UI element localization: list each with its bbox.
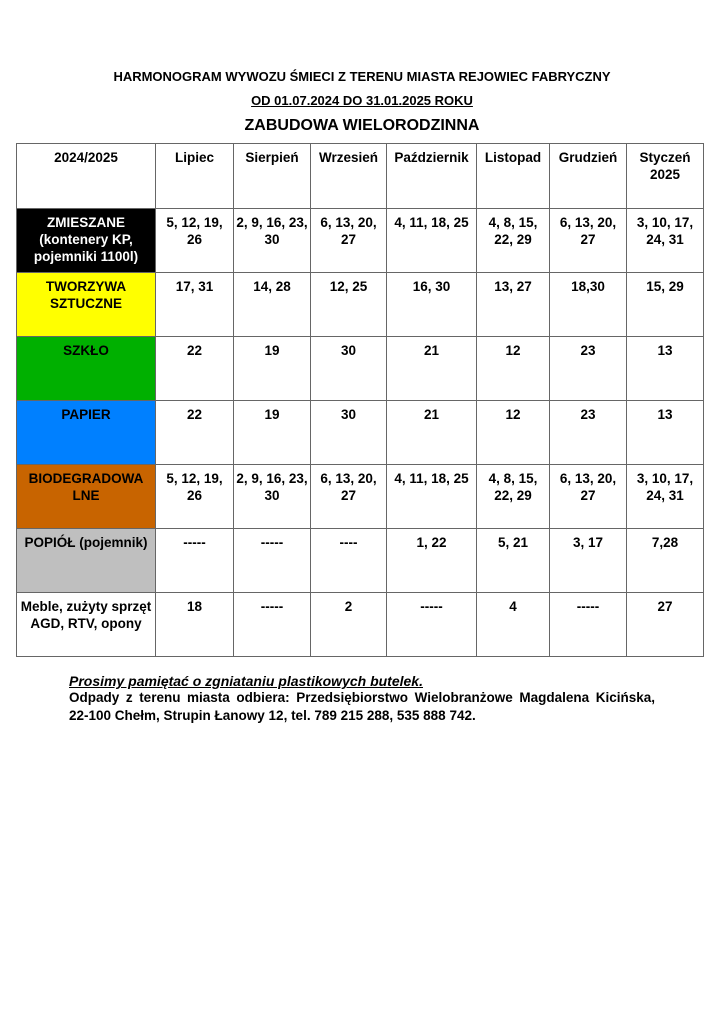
building-type-subtitle: ZABUDOWA WIELORODZINNA (244, 117, 480, 134)
category-ash: POPIÓŁ (pojemnik) (17, 529, 156, 593)
table-row (17, 273, 704, 337)
collection-dates: 21 (387, 337, 477, 401)
collection-dates: 6, 13, 20, 27 (311, 465, 387, 529)
table-row (17, 593, 704, 657)
collection-dates: 12 (477, 337, 550, 401)
collection-dates: 6, 13, 20, 27 (311, 209, 387, 273)
collection-dates: ----- (387, 593, 477, 657)
table-row (17, 209, 704, 273)
column-header-month: Grudzień (550, 144, 627, 209)
collection-dates: 3, 10, 17, 24, 31 (627, 465, 704, 529)
collection-dates: 21 (387, 401, 477, 465)
category-mixed-waste: ZMIESZANE (kontenery KP, pojemniki 1100l) (17, 209, 156, 273)
table-row (17, 465, 704, 529)
waste-collector-info: Odpady z terenu miasta odbiera: Przedsiębiorstwo Wielobranżowe Magdalena Kicińska, 22-100 Chełm, Strupin Łanowy 12, tel. 789 215 288, 535 888 742. (69, 690, 655, 723)
collection-dates: 5, 12, 19, 26 (156, 209, 234, 273)
column-header-year: 2024/2025 (17, 144, 156, 209)
collection-dates: 4, 8, 15, 22, 29 (477, 209, 550, 273)
collection-dates: 5, 21 (477, 529, 550, 593)
collection-dates: 13 (627, 401, 704, 465)
collection-dates: 1, 22 (387, 529, 477, 593)
collection-dates: 2, 9, 16, 23, 30 (234, 209, 311, 273)
collection-dates: ----- (234, 593, 311, 657)
collection-dates: 18,30 (550, 273, 627, 337)
collection-dates: 4, 11, 18, 25 (387, 465, 477, 529)
collection-dates: ----- (156, 529, 234, 593)
collection-dates: 3, 17 (550, 529, 627, 593)
collection-dates: 18 (156, 593, 234, 657)
column-header-month: Październik (387, 144, 477, 209)
collection-dates: 13, 27 (477, 273, 550, 337)
category-biodegradable: BIODEGRADOWA LNE (17, 465, 156, 529)
collection-dates: 19 (234, 337, 311, 401)
column-header-month: Lipiec (156, 144, 234, 209)
collection-dates: 30 (311, 337, 387, 401)
table-header-row (17, 144, 704, 209)
collection-dates: 23 (550, 401, 627, 465)
table-row (17, 529, 704, 593)
collection-dates: 4, 11, 18, 25 (387, 209, 477, 273)
category-glass: SZKŁO (17, 337, 156, 401)
bottle-crushing-reminder: Prosimy pamiętać o zgniataniu plastikowych butelek. (69, 673, 423, 689)
collection-dates: 3, 10, 17, 24, 31 (627, 209, 704, 273)
collection-dates: 15, 29 (627, 273, 704, 337)
collection-dates: 2, 9, 16, 23, 30 (234, 465, 311, 529)
collection-dates: 12, 25 (311, 273, 387, 337)
collection-dates: 5, 12, 19, 26 (156, 465, 234, 529)
collection-dates: 19 (234, 401, 311, 465)
column-header-month: Sierpień (234, 144, 311, 209)
collection-dates: 22 (156, 337, 234, 401)
collection-dates: 6, 13, 20, 27 (550, 209, 627, 273)
collection-dates: 14, 28 (234, 273, 311, 337)
collection-dates: 2 (311, 593, 387, 657)
collection-dates: 6, 13, 20, 27 (550, 465, 627, 529)
column-header-month: Wrzesień (311, 144, 387, 209)
collection-dates: 23 (550, 337, 627, 401)
collection-dates: 13 (627, 337, 704, 401)
collection-dates: 16, 30 (387, 273, 477, 337)
category-bulky-waste: Meble, zużyty sprzęt AGD, RTV, opony (17, 593, 156, 657)
column-header-month: Listopad (477, 144, 550, 209)
collection-dates: ---- (311, 529, 387, 593)
collection-dates: 30 (311, 401, 387, 465)
collection-dates: 4, 8, 15, 22, 29 (477, 465, 550, 529)
collection-dates: 22 (156, 401, 234, 465)
collection-dates: ----- (234, 529, 311, 593)
document-title: HARMONOGRAM WYWOZU ŚMIECI Z TERENU MIASTA REJOWIEC FABRYCZNY (113, 69, 611, 84)
category-plastics: TWORZYWA SZTUCZNE (17, 273, 156, 337)
collection-dates: ----- (550, 593, 627, 657)
schedule-period: OD 01.07.2024 DO 31.01.2025 ROKU (251, 93, 473, 108)
category-paper: PAPIER (17, 401, 156, 465)
collection-dates: 12 (477, 401, 550, 465)
collection-dates: 7,28 (627, 529, 704, 593)
table-row (17, 401, 704, 465)
collection-schedule-table (16, 143, 704, 657)
collection-dates: 27 (627, 593, 704, 657)
column-header-month: Styczeń 2025 (627, 144, 704, 209)
collection-dates: 17, 31 (156, 273, 234, 337)
collection-dates: 4 (477, 593, 550, 657)
table-row (17, 337, 704, 401)
